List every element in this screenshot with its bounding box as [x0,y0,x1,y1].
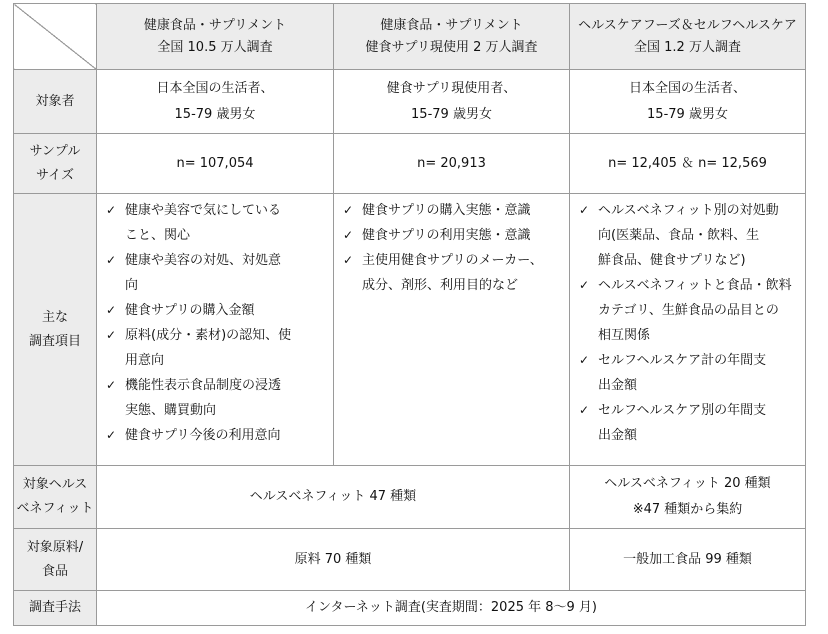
benefit-label-line2: ベネフィット [16,501,94,516]
survey-item [340,248,563,298]
header-col1-line2: 全国 10.5 万人調査 [157,39,273,55]
target-col2-line1: 健食サプリ現使用者、 [386,80,517,96]
target-row-label: 対象者 [14,70,97,134]
method-row-label: 調査手法 [14,591,97,626]
header-col3 [570,4,806,70]
header-col2-line1: 健康食品・サプリメント [380,17,523,33]
survey-item-text: 出金額 [598,378,638,393]
survey-item-text: 向 [125,278,139,293]
items-col2 [334,194,570,466]
sample-col3: n= 12,405 ＆ n= 12,569 [570,134,806,194]
survey-item [576,398,799,448]
survey-item [103,323,327,373]
survey-item [103,198,327,248]
check-mark-icon: ✓ [106,428,117,442]
items-col3-list [576,198,799,448]
header-col3-line2: 全国 1.2 万人調査 [634,39,741,55]
check-mark-icon: ✓ [343,228,354,242]
survey-item [103,248,327,298]
header-col2-line2: 健食サプリ現使用 2 万人調査 [365,39,538,55]
sample-col2: n= 20,913 [334,134,570,194]
survey-item-text: 出金額 [598,428,638,443]
survey-item-text: 成分、剤形、利用目的など [362,278,519,293]
materials-label-line1: 対象原料/ [26,539,84,555]
survey-overview-table [13,3,806,626]
benefit-col12: ヘルスベネフィット 47 種類 [97,466,570,529]
header-col3-line1: ヘルスケアフーズ＆セルフヘルスケア [578,17,797,33]
header-col1 [97,4,334,70]
sample-label-line2: サイズ [36,167,74,183]
benefit-col3 [570,466,806,529]
materials-label-line2: 食品 [41,563,68,579]
items-row-label [14,194,97,466]
items-col1 [97,194,334,466]
survey-item-text: 健食サプリ今後の利用意向 [125,428,281,443]
check-mark-icon: ✓ [106,378,117,392]
survey-item [103,423,327,448]
items-col1-list [103,198,327,448]
survey-item-text: 主使用健食サプリのメーカー、 [362,253,543,268]
check-mark-icon: ✓ [579,203,590,217]
check-mark-icon: ✓ [106,203,117,217]
survey-item-text: 機能性表示食品制度の浸透 [125,378,282,393]
method-row [14,591,806,626]
check-mark-icon: ✓ [579,278,590,292]
check-mark-icon: ✓ [579,403,590,417]
items-col3 [570,194,806,466]
target-col3 [570,70,806,134]
benefit-label-line1: 対象ヘルス [22,477,88,492]
survey-item-text: 実態、購買動向 [125,403,217,418]
items-label-line2: 調査項目 [28,333,81,349]
benefit-row [14,466,806,529]
sample-row [14,134,806,194]
survey-item [576,198,799,273]
check-mark-icon: ✓ [106,328,117,342]
target-col1 [97,70,334,134]
survey-item-text: ヘルスベネフィット別の対処動 [598,203,779,218]
check-mark-icon: ✓ [106,253,117,267]
survey-item-text: 健食サプリの購入実態・意識 [362,203,531,218]
survey-item-text: 向(医薬品、食品・飲料、生 [598,228,760,243]
target-col2 [334,70,570,134]
items-label-line1: 主な [41,309,68,325]
method-value: インターネット調査(実査期間：2025 年 8～9 月) [97,591,806,626]
survey-item [340,198,563,223]
survey-item-text: 鮮食品、健食サプリなど) [598,253,746,268]
survey-item-text: 健康や美容で気にしている [125,203,282,218]
check-mark-icon: ✓ [343,203,354,217]
sample-col1: n= 107,054 [97,134,334,194]
survey-item-text: こと、関心 [125,228,191,243]
sample-row-label [14,134,97,194]
benefit-row-label [14,466,97,529]
items-col2-list [340,198,563,298]
survey-item-text: 原料(成分・素材)の認知、使 [125,328,292,343]
target-col3-line1: 日本全国の生活者、 [628,80,746,96]
benefit-col3-line1: ヘルスベネフィット 20 種類 [604,476,771,491]
survey-item-text: 健康や美容の対処、対処意 [125,253,282,268]
survey-item-text: セルフヘルスケア計の年間支 [598,353,767,368]
survey-item-text: 健食サプリの購入金額 [125,303,255,318]
check-mark-icon: ✓ [579,353,590,367]
survey-item [103,373,327,423]
sample-label-line1: サンプル [29,143,81,159]
survey-item-text: セルフヘルスケア別の年間支 [598,403,767,418]
materials-col12: 原料 70 種類 [97,529,570,591]
benefit-col3-line2: ※47 種類から集約 [632,502,743,517]
corner-diagonal-cell [14,4,97,70]
header-col1-line1: 健康食品・サプリメント [143,17,287,33]
survey-item-text: 健食サプリの利用実態・意識 [362,228,531,243]
target-col1-line2: 15-79 歳男女 [174,106,256,122]
header-row [14,4,806,70]
materials-row-label [14,529,97,591]
survey-item [576,273,799,348]
check-mark-icon: ✓ [343,253,354,267]
survey-item [103,298,327,323]
survey-item-text: 相互関係 [598,328,651,343]
survey-item-text: カテゴリ、生鮮食品の品目との [598,303,779,318]
survey-item [576,348,799,398]
survey-item-text: ヘルスベネフィットと食品・飲料 [598,278,792,293]
survey-item-text: 用意向 [125,353,165,368]
header-col2 [334,4,570,70]
survey-item [340,223,563,248]
check-mark-icon: ✓ [106,303,117,317]
target-row [14,70,806,134]
target-col1-line1: 日本全国の生活者、 [156,80,274,96]
materials-row [14,529,806,591]
target-col2-line2: 15-79 歳男女 [411,106,492,122]
items-row [14,194,806,466]
target-col3-line2: 15-79 歳男女 [647,106,728,122]
materials-col3: 一般加工食品 99 種類 [570,529,806,591]
